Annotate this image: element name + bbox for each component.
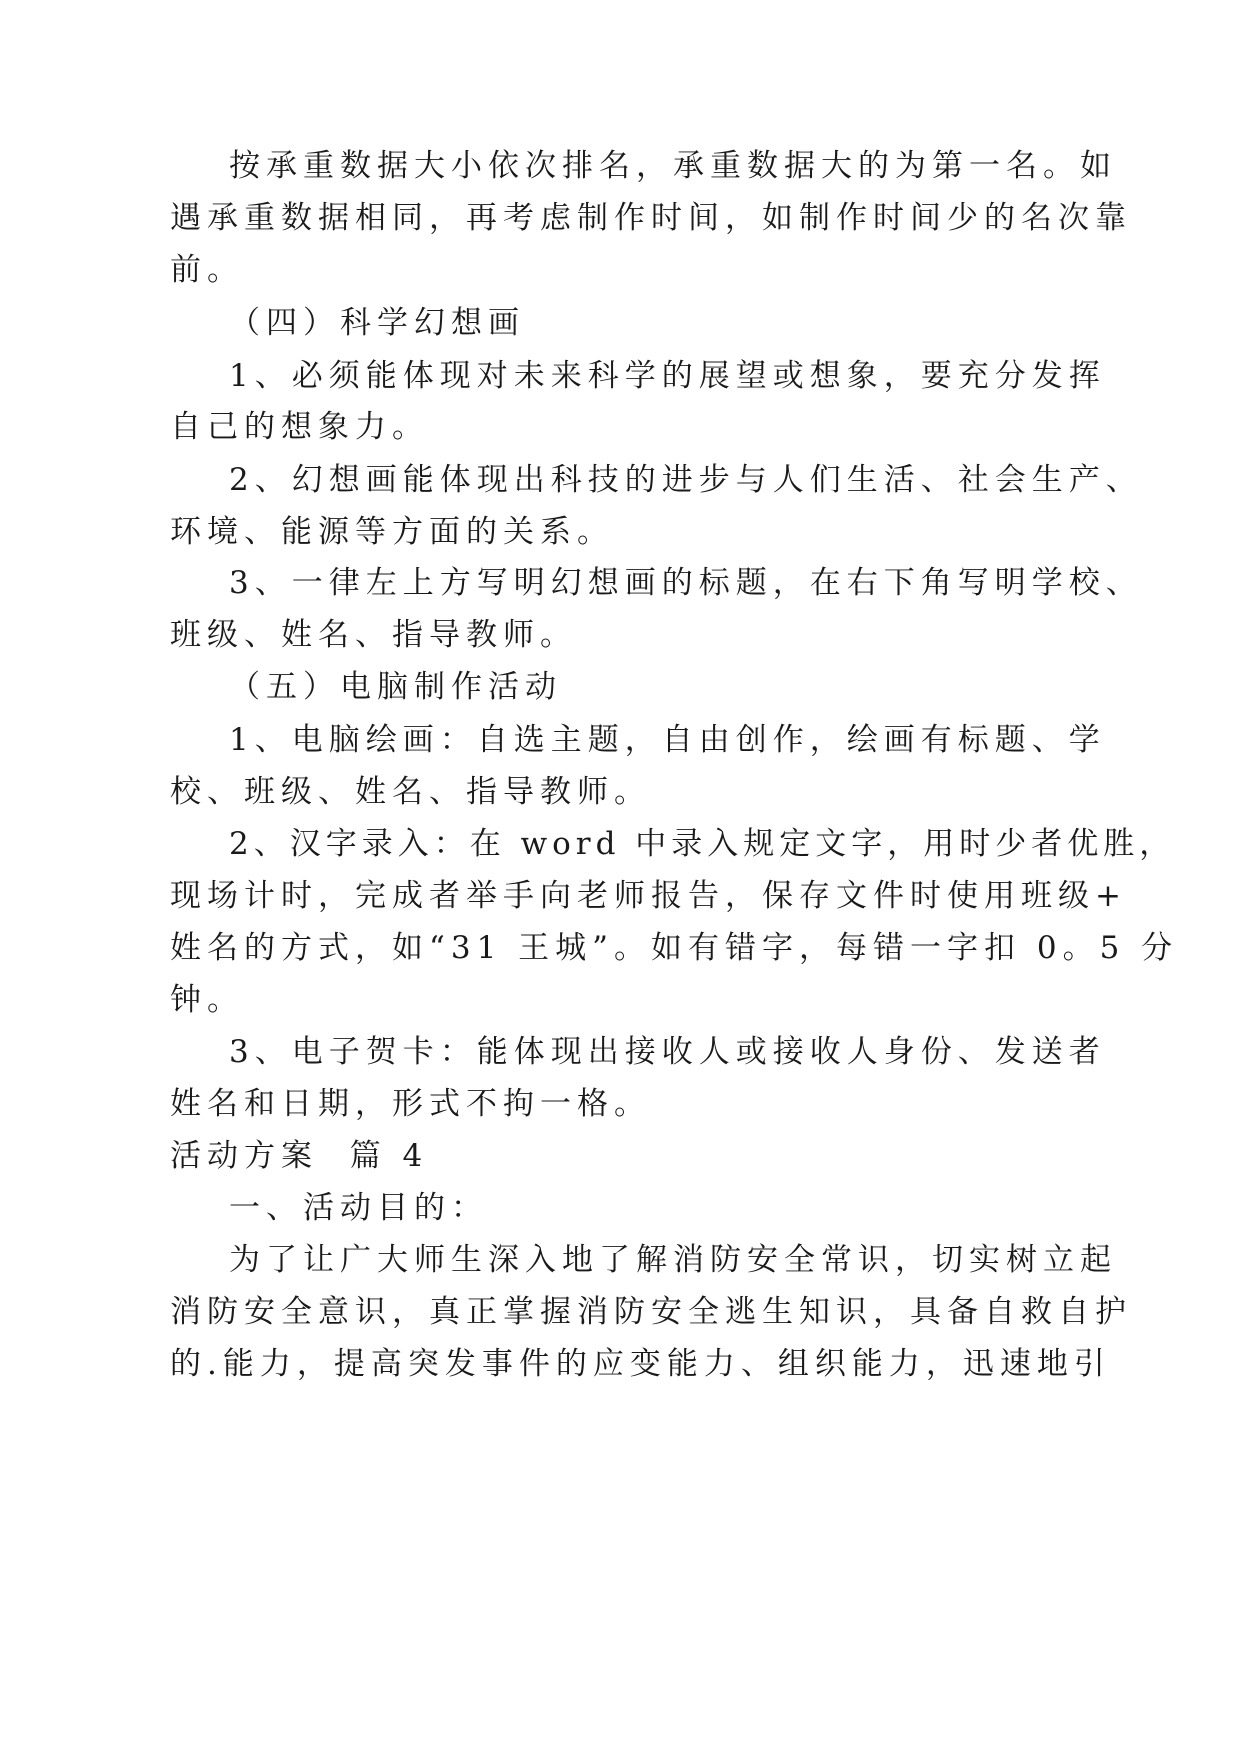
section-heading: （四）科学幻想画	[229, 305, 525, 341]
list-item-line: 1、必须能体现对未来科学的展望或想象，要充分发挥	[229, 358, 1106, 394]
article-heading: 活动方案 篇 4	[170, 1138, 429, 1174]
paragraph-line: 为了让广大师生深入地了解消防安全常识，切实树立起	[229, 1242, 1117, 1278]
list-item-line: 2、幻想画能体现出科技的进步与人们生活、社会生产、	[229, 462, 1143, 498]
list-item-line: 自己的想象力。	[170, 409, 429, 445]
list-item-line: 姓名和日期，形式不拘一格。	[170, 1086, 651, 1122]
list-item-line: 3、电子贺卡：能体现出接收人或接收人身份、发送者	[229, 1034, 1106, 1070]
list-item-line: 姓名的方式，如“31 王城”。如有错字，每错一字扣 0。5 分	[170, 930, 1179, 966]
paragraph-line: 按承重数据大小依次排名，承重数据大的为第一名。如	[229, 148, 1117, 184]
section-heading: （五）电脑制作活动	[229, 669, 562, 705]
list-item-line: 2、汉字录入：在 word 中录入规定文字，用时少者优胜，	[229, 826, 1176, 862]
list-item-line: 班级、姓名、指导教师。	[170, 617, 577, 653]
list-item-line: 现场计时，完成者举手向老师报告，保存文件时使用班级+	[170, 878, 1127, 914]
paragraph-line: 遇承重数据相同，再考虑制作时间，如制作时间少的名次靠	[170, 200, 1132, 236]
list-item-line: 校、班级、姓名、指导教师。	[170, 774, 651, 810]
list-item-line: 环境、能源等方面的关系。	[170, 514, 614, 550]
list-item-line: 钟。	[170, 982, 244, 1018]
paragraph-line: 的.能力，提高突发事件的应变能力、组织能力，迅速地引	[170, 1346, 1111, 1382]
list-item-line: 1、电脑绘画：自选主题，自由创作，绘画有标题、学	[229, 722, 1106, 758]
paragraph-line: 前。	[170, 252, 244, 288]
section-heading: 一、活动目的：	[229, 1190, 488, 1226]
list-item-line: 3、一律左上方写明幻想画的标题，在右下角写明学校、	[229, 565, 1143, 601]
paragraph-line: 消防安全意识，真正掌握消防安全逃生知识，具备自救自护	[170, 1294, 1132, 1330]
